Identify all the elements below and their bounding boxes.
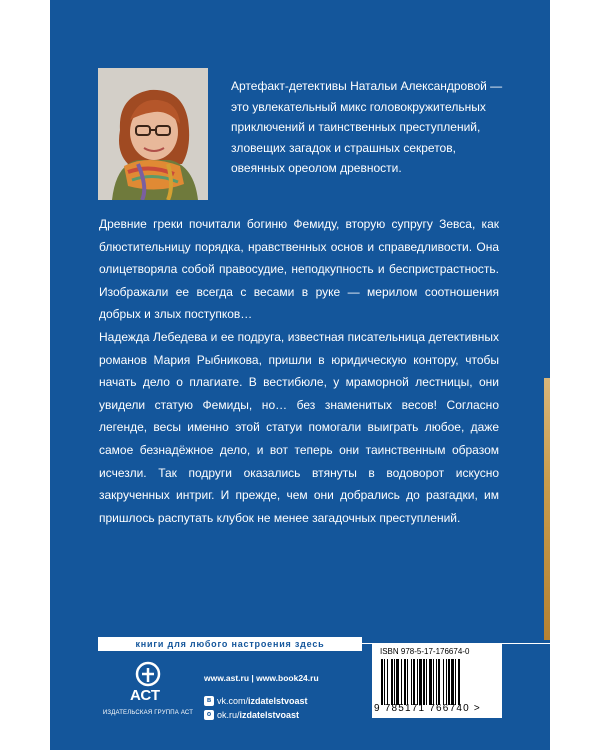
websites: www.ast.ru | www.book24.ru xyxy=(204,673,319,683)
barcode-digits: 9 785171 766740 > xyxy=(374,703,481,714)
barcode-bar xyxy=(426,659,427,705)
barcode-bar xyxy=(451,659,454,705)
tagline-banner: книги для любого настроения здесь xyxy=(98,637,362,651)
social-handle: izdatelstvoast xyxy=(239,710,300,720)
barcode-bar xyxy=(401,659,402,705)
barcode-bar xyxy=(446,659,447,705)
barcode-bar xyxy=(433,659,434,705)
synopsis xyxy=(99,213,499,529)
ok-icon: о xyxy=(204,710,214,720)
back-cover xyxy=(50,0,550,750)
barcode-bar xyxy=(384,659,385,705)
isbn-number: ISBN 978-5-17-176674-0 xyxy=(380,647,470,656)
barcode-bar xyxy=(381,659,383,705)
barcode-bar xyxy=(417,659,418,705)
barcode-bar xyxy=(407,659,408,705)
publisher-name: ИЗДАТЕЛЬСКАЯ ГРУППА АСТ xyxy=(102,710,194,716)
author-photo xyxy=(98,68,208,200)
barcode-bar xyxy=(404,659,406,705)
author-portrait-image xyxy=(98,68,208,200)
intro-line: овеянных ореолом древности. xyxy=(231,161,402,175)
barcode-bar xyxy=(429,659,432,705)
barcode-bar xyxy=(438,659,440,705)
barcode-bar xyxy=(436,659,437,705)
synopsis-paragraph-2: Надежда Лебедева и ее подруга, известная писательница детективных романов Мария Рыбникова, пришли в юридическую контору, чтобы начать дело о плагиате. В вестибюле, у мраморной лестницы, они увидели статую Фемиды, но… без знаменитых весов! Согласно легенде, весы именно этой статуи помогали выиграть любое, даже самое безнадёжное дело, и вот теперь они таинственным образом исчезли. Так подруги оказались втянуты в водоворот искусно закрученных интриг. И прежде, чем они добрались до разгадки, им пришлось распутать клубок не менее загадочных преступлений. xyxy=(99,329,499,525)
barcode-bar xyxy=(419,659,422,705)
intro-line: приключений и таинственных преступлений, xyxy=(231,120,481,134)
front-cover-edge xyxy=(544,378,550,640)
barcode-bar xyxy=(396,659,399,705)
social-prefix: vk.com/ xyxy=(217,696,249,706)
ast-logo-icon xyxy=(120,660,170,704)
barcode-bar xyxy=(387,659,388,705)
isbn-barcode-box xyxy=(372,643,502,718)
barcode-bar xyxy=(458,659,460,705)
barcode-bar xyxy=(413,659,415,705)
barcode-bar xyxy=(391,659,393,705)
barcode-bar xyxy=(394,659,395,705)
author-intro xyxy=(231,76,531,179)
social-handle: izdatelstvoast xyxy=(248,696,308,706)
barcode-bar xyxy=(448,659,450,705)
barcode-bar xyxy=(411,659,412,705)
social-link-vk[interactable] xyxy=(204,696,308,706)
logo-text: АСТ xyxy=(129,687,161,704)
social-link-ok[interactable] xyxy=(204,710,299,720)
intro-line: зловещих загадок и страшных секретов, xyxy=(231,140,456,155)
vk-icon: в xyxy=(204,696,214,706)
intro-line: это увлекательный микс головокружительных xyxy=(231,99,486,114)
intro-line: Артефакт-детективы Натальи Александровой — xyxy=(231,79,503,93)
social-prefix: ok.ru/ xyxy=(217,710,240,720)
barcode-bar xyxy=(423,659,425,705)
synopsis-paragraph-1: Древние греки почитали богиню Фемиду, вторую супругу Зевса, как блюстительницу порядка, нравственных основ и справедливости. Она олицетворяла собой правосудие, неподкупность и беспристрастность. Изображали ее всегда с весами в руке — мерилом соотношения добрых и злых поступков… xyxy=(99,217,499,322)
barcode-bar xyxy=(443,659,444,705)
barcode-bar xyxy=(455,659,456,705)
ast-logo xyxy=(120,660,170,704)
barcode-image xyxy=(380,659,494,705)
